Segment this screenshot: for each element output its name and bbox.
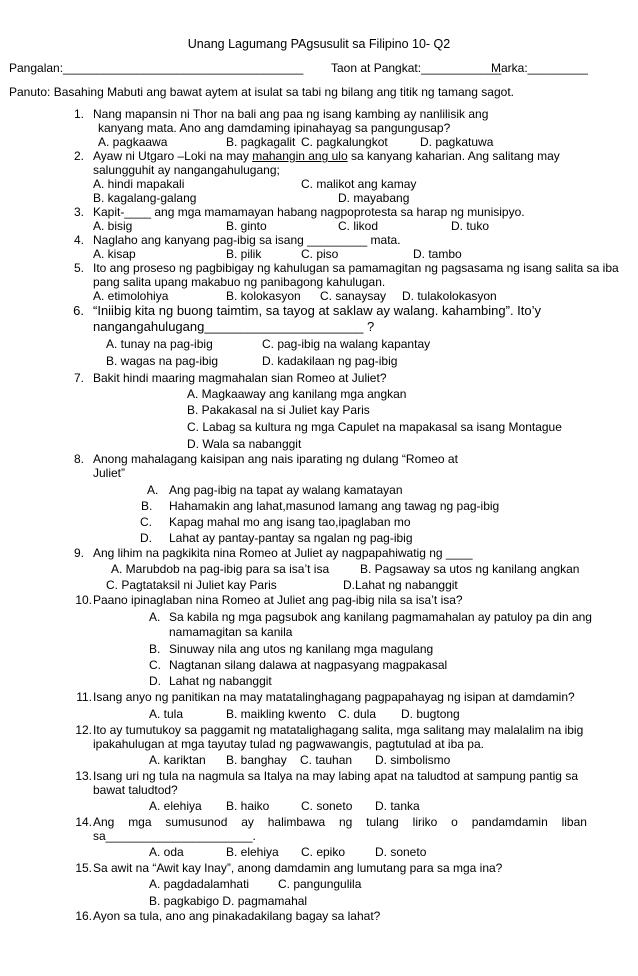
choice-d[interactable]: D.Lahat ng nabanggit xyxy=(343,578,458,592)
question-text: Isang uri ng tula na nagmula sa Italya na may labing apat na taludtod at sampung pantig sa xyxy=(93,769,578,783)
choice-letter: D. xyxy=(140,531,152,545)
question-number: 5. xyxy=(73,261,84,275)
choice-c[interactable]: C. likod xyxy=(338,219,379,233)
choice-a[interactable]: Sa kabila ng mga pagsubok ang kanilang pagmamahalan ay patuloy pa din ang xyxy=(169,610,592,624)
choice-c[interactable]: Nagtanan silang dalawa at nagpasyang magpakasal xyxy=(169,658,448,672)
choice-a[interactable]: Ang pag-ibig na tapat ay walang kamatayan xyxy=(169,483,403,497)
question-text: Ayon sa tula, ano ang pinakadakilang bagay sa lahat? xyxy=(93,909,381,923)
choice-c[interactable]: C. pangungulila xyxy=(278,877,362,891)
choice-letter: A. xyxy=(149,610,161,624)
choice-b[interactable]: B. banghay xyxy=(226,753,287,767)
choice-c[interactable]: C. sanaysay xyxy=(320,289,387,303)
choice-b[interactable]: Hahamakin ang lahat,masunod lamang ang tawag ng pag-ibig xyxy=(169,499,500,513)
question-text: Kapit-____ ang mga mamamayan habang nagpoprotesta sa harap ng munisipyo. xyxy=(93,205,525,219)
choice-c[interactable]: C. pag-ibig na walang kapantay xyxy=(262,337,431,351)
name-field[interactable]: Pangalan:____________________________________ xyxy=(9,61,304,75)
choice-c[interactable]: C. Pagtataksil ni Juliet kay Paris xyxy=(106,578,277,592)
underlined-phrase: mahangin ang ulo xyxy=(252,149,348,163)
choice-d[interactable]: D. soneto xyxy=(375,845,427,859)
question-text: kanyang mata. Ano ang damdaming ipinahayag sa pangungusap? xyxy=(98,121,451,135)
choice-d[interactable]: D. kadakilaan ng pag-ibig xyxy=(262,354,398,368)
choice-a[interactable]: A. tula xyxy=(149,707,184,721)
question-number: 6. xyxy=(73,303,84,318)
question-number: 1. xyxy=(73,107,84,121)
choice-a[interactable]: A. kariktan xyxy=(149,753,206,767)
choice-b[interactable]: B. ginto xyxy=(226,219,267,233)
question-text: Bakit hindi maaring magmahalan sian Romeo at Juliet? xyxy=(93,371,387,385)
choice-b[interactable]: B. maikling kwento xyxy=(226,707,327,721)
choice-d[interactable]: D. Wala sa nabanggit xyxy=(187,437,302,451)
choice-c[interactable]: C. epiko xyxy=(301,845,346,859)
question-text: Naglaho ang kanyang pag-ibig sa isang _________ mata. xyxy=(93,233,401,247)
question-text: Ang mga sumusunod ay halimbawa ng tulang liriko o pandamdamin liban xyxy=(93,815,587,829)
question-number: 14. xyxy=(75,815,92,829)
choice-a[interactable]: A. Magkaaway ang kanilang mga angkan xyxy=(187,387,407,401)
choice-b[interactable]: B. Pakakasal na si Juliet kay Paris xyxy=(187,403,370,417)
page-title: Unang Lagumang PAgsusulit sa Filipino 10- Q2 xyxy=(187,37,451,51)
choice-b[interactable]: B. pagkabigo D. pagmamahal xyxy=(149,894,308,908)
choice-letter: D. xyxy=(149,674,161,688)
score-field[interactable]: Marka:_________ xyxy=(491,61,588,75)
choice-b[interactable]: B. wagas na pag-ibig xyxy=(106,354,219,368)
choice-d[interactable]: D. bugtong xyxy=(401,707,460,721)
choice-d[interactable]: D. tuko xyxy=(451,219,490,233)
question-text: Nang mapansin ni Thor na bali ang paa ng isang kambing ay nanlilisik ang xyxy=(93,107,489,121)
question-text: Juliet” xyxy=(93,466,126,480)
question-text: Isang anyo ng panitikan na may matatalinghagang pagpapahayag ng isipan at damdamin? xyxy=(93,690,575,704)
question-number: 10. xyxy=(75,593,92,607)
question-number: 11. xyxy=(76,690,92,704)
choice-b[interactable]: B. kagalang-galang xyxy=(93,191,197,205)
choice-b[interactable]: B. haiko xyxy=(226,799,270,813)
choice-a[interactable]: A. pagdadalamhati xyxy=(149,877,250,891)
choice-letter: C. xyxy=(140,515,152,529)
choice-c[interactable]: C. Labag sa kultura ng mga Capulet na mapakasal sa isang Montague xyxy=(187,420,562,434)
choice-b[interactable]: B. pagkagalit xyxy=(226,135,296,149)
choice-a[interactable]: A. kisap xyxy=(93,247,136,261)
choice-d[interactable]: Lahat ng nabanggit xyxy=(169,674,272,688)
question-text: Ito ay tumutukoy sa paggamit ng matatalighagang salita, mga salitang may malalalim na ibig xyxy=(93,723,584,737)
choice-d[interactable]: D. tanka xyxy=(375,799,420,813)
choice-c[interactable]: C. dula xyxy=(338,707,377,721)
choice-d[interactable]: D. mayabang xyxy=(338,191,410,205)
question-number: 8. xyxy=(73,452,84,466)
choice-c[interactable]: C. piso xyxy=(301,247,339,261)
question-text: Ang lihim na pagkikita nina Romeo at Juliet ay nagpapahiwatig ng ____ xyxy=(93,546,473,560)
question-text: Anong mahalagang kaisipan ang nais iparating ng dulang “Romeo at xyxy=(93,452,458,466)
question-text: Ito ang proseso ng pagbibigay ng kahulugan sa pamamagitan ng pagsasama ng isang salita sa iba xyxy=(93,261,619,275)
choice-a[interactable]: A. tunay na pag-ibig xyxy=(106,337,213,351)
question-text: pang salita upang makabuo ng panibagong kahulugan. xyxy=(93,275,386,289)
question-number: 15. xyxy=(75,861,92,875)
question-number: 9. xyxy=(73,546,84,560)
question-text: nangangahulugang______________________ ? xyxy=(93,319,375,334)
year-section-field[interactable]: Taon at Pangkat:____________ xyxy=(331,61,502,75)
question-number: 4. xyxy=(73,233,84,247)
choice-d[interactable]: Lahat ay pantay-pantay sa ngalan ng pag-ibig xyxy=(169,531,413,545)
choice-d[interactable]: D. tambo xyxy=(413,247,462,261)
choice-b[interactable]: B. kolokasyon xyxy=(226,289,301,303)
choice-d[interactable]: D. tulakolokasyon xyxy=(402,289,497,303)
question-text: “Iniibig kita ng buong taimtim, sa tayog at saklaw ay walang. kahambing”. Ito’y xyxy=(93,303,542,318)
question-number: 12. xyxy=(75,723,92,737)
choice-a[interactable]: A. hindi mapakali xyxy=(93,177,185,191)
question-number: 13. xyxy=(75,769,92,783)
question-text: Sa awit na “Awit kay Inay”, anong damdamin ang lumutang para sa mga ina? xyxy=(93,861,503,875)
question-text: Ayaw ni Utgaro –Loki na may mahangin ang ulo sa kanyang kaharian. Ang salitang may xyxy=(93,149,560,163)
choice-a[interactable]: A. elehiya xyxy=(149,799,202,813)
choice-c[interactable]: C. pagkalungkot xyxy=(301,135,388,149)
choice-b[interactable]: B. elehiya xyxy=(226,845,279,859)
choice-c[interactable]: C. soneto xyxy=(301,799,353,813)
choice-c[interactable]: Kapag mahal mo ang isang tao,ipaglaban mo xyxy=(169,515,411,529)
choice-a[interactable]: A. pagkaawa xyxy=(98,135,168,149)
choice-a[interactable]: A. oda xyxy=(149,845,184,859)
question-text: sa______________________. xyxy=(93,829,256,843)
question-text: salungguhit ay nangangahulugang; xyxy=(93,163,280,177)
question-text: Paano ipinaglaban nina Romeo at Juliet ang pag-ibig nila sa isa’t isa? xyxy=(93,593,463,607)
question-number: 16. xyxy=(75,909,92,923)
question-text: bawat taludtod? xyxy=(93,783,178,797)
choice-c[interactable]: C. tauhan xyxy=(300,753,353,767)
question-number: 2. xyxy=(73,149,84,163)
question-text: ipakahulugan at mga tayutay tulad ng pagwawangis, pagtutulad at iba pa. xyxy=(93,737,484,751)
choice-d[interactable]: D. pagkatuwa xyxy=(420,135,494,149)
choice-b[interactable]: Sinuway nila ang utos ng kanilang mga magulang xyxy=(169,642,434,656)
choice-letter: B. xyxy=(141,499,153,513)
question-number: 3. xyxy=(73,205,84,219)
instructions: Panuto: Basahing Mabuti ang bawat aytem at isulat sa tabi ng bilang ang titik ng tamang sagot. xyxy=(9,85,514,99)
choice-a[interactable]: A. etimolohiya xyxy=(93,289,169,303)
choice-a-continued: namamagitan sa kanila xyxy=(169,625,293,639)
choice-letter: C. xyxy=(149,658,161,672)
question-number: 7. xyxy=(73,371,84,385)
choice-a[interactable]: A. bisig xyxy=(93,219,133,233)
choice-b[interactable]: B. pilik xyxy=(226,247,262,261)
choice-letter: B. xyxy=(149,642,161,656)
choice-a[interactable]: A. Marubdob na pag-ibig para sa isa’t isa xyxy=(111,562,330,576)
choice-c[interactable]: C. malikot ang kamay xyxy=(301,177,417,191)
choice-d[interactable]: D. simbolismo xyxy=(375,753,451,767)
choice-letter: A. xyxy=(147,483,159,497)
choice-b[interactable]: B. Pagsaway sa utos ng kanilang angkan xyxy=(360,562,580,576)
